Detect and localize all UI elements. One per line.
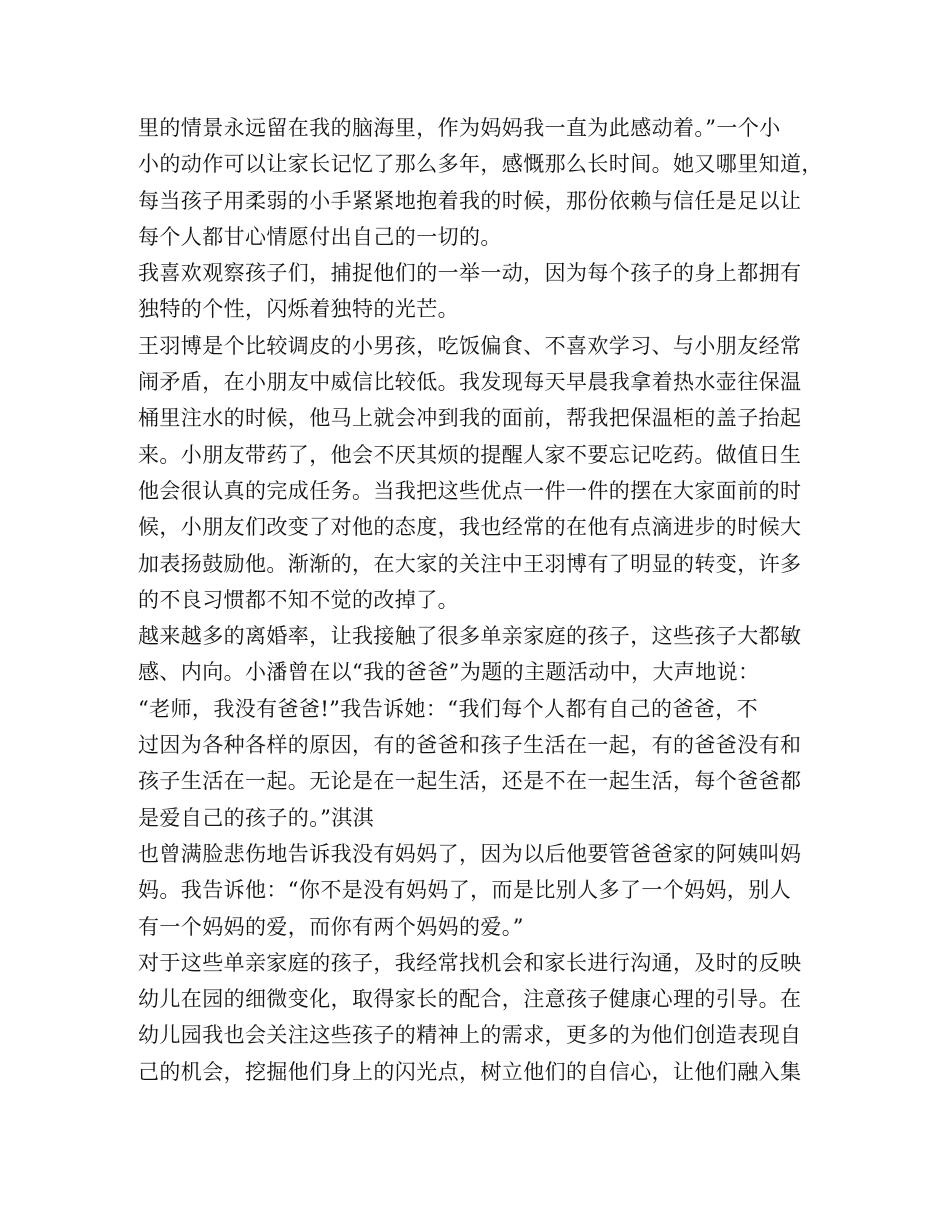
text-line: 有一个妈妈的爱，而你有两个妈妈的爱。” <box>138 914 524 939</box>
text-line: 我喜欢观察孩子们，捕捉他们的一举一动，因为每个孩子的身上都拥有 <box>138 261 802 286</box>
text-line: 里的情景永远留在我的脑海里，作为妈妈我一直为此感动着。”一个小 <box>138 116 781 140</box>
text-line: 也曾满脸悲伤地告诉我没有妈妈了，因为以后他要管爸爸家的阿姨叫妈 <box>138 841 802 866</box>
text-line: 妈。我告诉他：“你不是没有妈妈了，而是比别人多了一个妈妈，别人 <box>138 878 792 903</box>
text-line: 的不良习惯都不知不觉的改掉了。 <box>138 587 459 612</box>
text-line: 每个人都甘心情愿付出自己的一切的。 <box>138 224 502 249</box>
text-line: 桶里注水的时候，他马上就会冲到我的面前，帮我把保温柜的盖子抬起 <box>138 406 802 431</box>
text-line: 候，小朋友们改变了对他的态度，我也经常的在他有点滴进步的时候大 <box>138 515 802 540</box>
text-line: 闹矛盾，在小朋友中威信比较低。我发现每天早晨我拿着热水壶往保温 <box>138 370 802 395</box>
text-line: 每当孩子用柔弱的小手紧紧地抱着我的时候，那份依赖与信任是足以让 <box>138 188 802 213</box>
text-line: 幼儿在园的细微变化，取得家长的配合，注意孩子健康心理的引导。在 <box>138 987 802 1012</box>
body-text <box>138 110 828 1090</box>
text-line: 来。小朋友带药了，他会不厌其烦的提醒人家不要忘记吃药。做值日生 <box>138 442 802 467</box>
text-line: 加表扬鼓励他。渐渐的，在大家的关注中王羽博有了明显的转变，许多 <box>138 551 802 576</box>
text-line: 幼儿园我也会关注这些孩子的精神上的需求，更多的为他们创造表现自 <box>138 1023 802 1048</box>
text-line: 孩子生活在一起。无论是在一起生活，还是不在一起生活，每个爸爸都 <box>138 769 802 794</box>
text-line: 感、内向。小潘曾在以“我的爸爸”为题的主题活动中，大声地说： <box>138 660 760 685</box>
text-line: 对于这些单亲家庭的孩子，我经常找机会和家长进行沟通，及时的反映 <box>138 950 802 975</box>
text-line: 小的动作可以让家长记忆了那么多年，感慨那么长时间。她又哪里知道， <box>138 152 823 177</box>
text-line: 越来越多的离婚率，让我接触了很多单亲家庭的孩子，这些孩子大都敏 <box>138 624 802 649</box>
text-line: 他会很认真的完成任务。当我把这些优点一件一件的摆在大家面前的时 <box>138 478 802 503</box>
text-line: 己的机会，挖掘他们身上的闪光点，树立他们的自信心，让他们融入集 <box>138 1059 802 1084</box>
text-line: 王羽博是个比较调皮的小男孩，吃饭偏食、不喜欢学习、与小朋友经常 <box>138 333 802 358</box>
text-line: 过因为各种各样的原因，有的爸爸和孩子生活在一起，有的爸爸没有和 <box>138 733 802 758</box>
text-line: 是爱自己的孩子的。”淇淇 <box>138 805 375 830</box>
text-line: “老师，我没有爸爸!”我告诉她：“我们每个人都有自己的爸爸，不 <box>138 696 759 721</box>
text-line: 独特的个性，闪烁着独特的光芒。 <box>138 297 459 322</box>
